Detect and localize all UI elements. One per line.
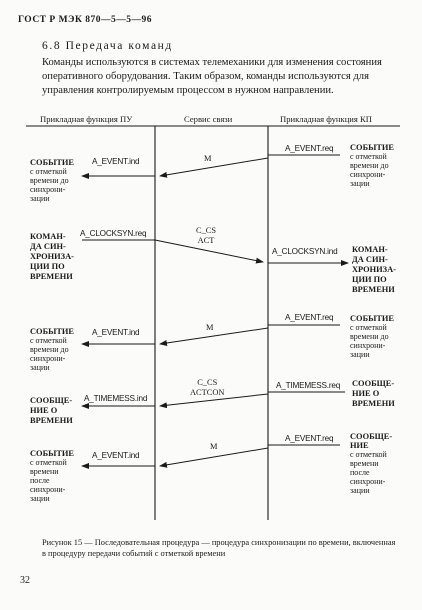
- row4-right-label: СООБЩЕ- НИЕ О ВРЕМЕНИ: [352, 379, 395, 408]
- row5-middle-label: M: [210, 442, 218, 451]
- row5-left-label: СОБЫТИЕ с отметкой времени после синхрони- зации: [30, 449, 75, 503]
- row2-right-signal: A_CLOCKSYN.ind: [272, 247, 338, 256]
- row3-right-signal: A_EVENT.req: [285, 313, 334, 322]
- section-heading: 6.8 Передача команд: [42, 40, 173, 52]
- row2-middle-label: C_CS ACT: [196, 226, 217, 245]
- row5-left-signal: A_EVENT.ind: [92, 451, 140, 460]
- figure-caption: Рисунок 15 — Последовательная процедура — процедура синхронизации по времени, включенная в процедуру передачи событий с отметкой времени: [42, 538, 396, 558]
- row1-middle-label: M: [204, 154, 212, 163]
- row3-left-signal: A_EVENT.ind: [92, 328, 140, 337]
- row3-left-label: СОБЫТИЕ с отметкой времени до синхрони- зации: [30, 327, 75, 372]
- row1-right-signal: A_EVENT.req: [285, 144, 334, 153]
- row1-left-label: СОБЫТИЕ с отметкой времени до синхрони- зации: [30, 158, 75, 203]
- row3-right-label: СОБЫТИЕ с отметкой времени до синхрони- зации: [350, 314, 395, 359]
- page-number: 32: [20, 575, 30, 586]
- row2-right-label: КОМАН- ДА СИН- ХРОНИЗА- ЦИИ ПО ВРЕМЕНИ: [352, 245, 396, 294]
- document-header: ГОСТ Р МЭК 870—5—5—96: [18, 15, 152, 25]
- row3-middle-label: M: [206, 323, 214, 332]
- paragraph-text: Команды используются в системах телемеханики для изменения состояния оперативного оборудования. Таким образом, команды используются для управления контролируемым процессом в нужном направлении.: [42, 57, 382, 96]
- arrow-row3-transfer: [160, 328, 268, 344]
- row4-right-signal: A_TIMEMESS.req: [276, 381, 341, 390]
- row1-left-signal: A_EVENT.ind: [92, 157, 140, 166]
- row2-left-label: КОМАН- ДА СИН- ХРОНИЗА- ЦИИ ПО ВРЕМЕНИ: [30, 232, 74, 281]
- row4-left-signal: A_TIMEMESS.ind: [84, 394, 148, 403]
- column-header-left: Прикладная функция ПУ: [40, 114, 133, 124]
- row5-right-signal: A_EVENT.req: [285, 434, 334, 443]
- column-header-right: Прикладная функция КП: [280, 114, 372, 124]
- row2-left-signal: A_CLOCKSYN.req: [80, 229, 147, 238]
- row5-right-label: СООБЩЕ- НИЕ с отметкой времени после синхрони- зации: [350, 432, 393, 495]
- arrow-row1-transfer: [160, 158, 268, 176]
- row1-right-label: СОБЫТИЕ с отметкой времени до синхрони- зации: [350, 143, 395, 188]
- column-header-middle: Сервис связи: [184, 114, 233, 124]
- row4-left-label: СООБЩЕ- НИЕ О ВРЕМЕНИ: [30, 396, 73, 425]
- row4-middle-label: C_CS ACTCON: [190, 378, 225, 397]
